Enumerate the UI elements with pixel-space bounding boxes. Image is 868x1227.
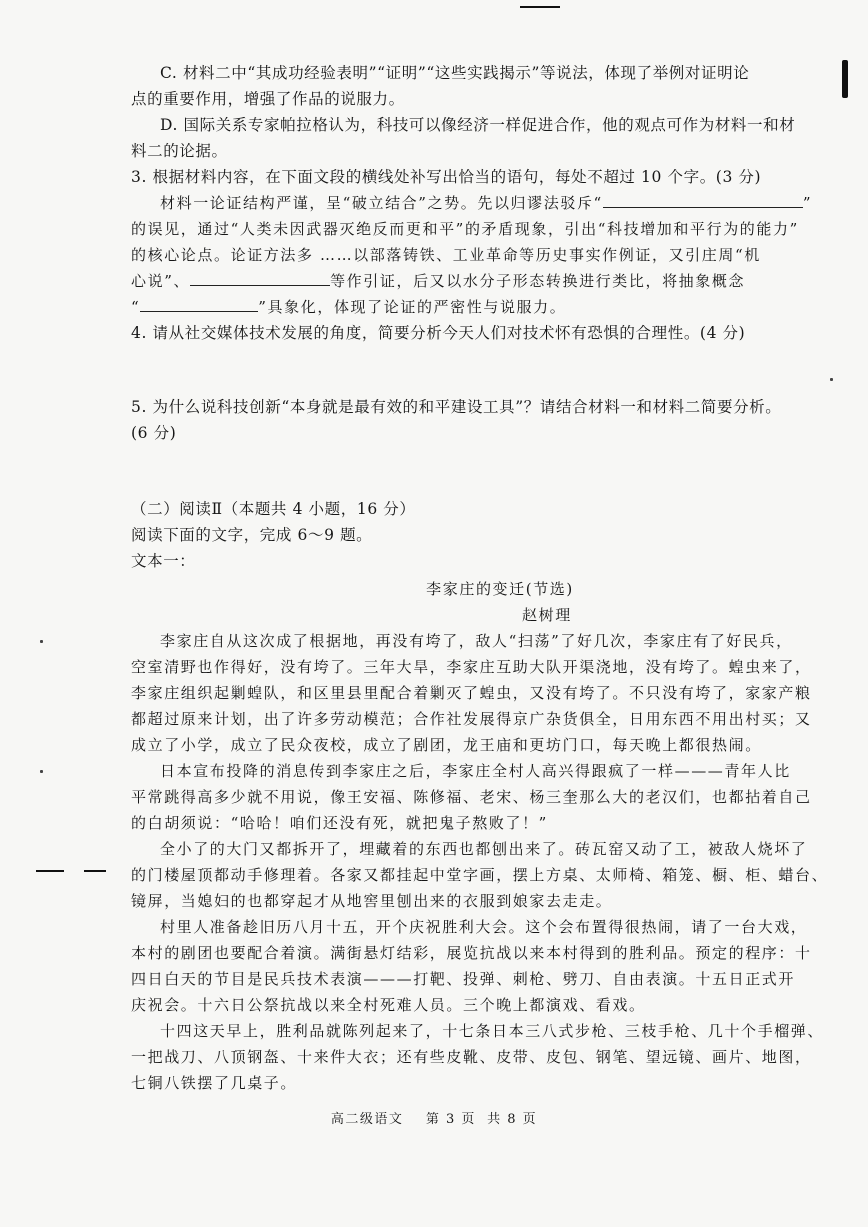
passage-line: 的门楼屋顶都动手修理着。各家又都挂起中堂字画，摆上方桌、太师椅、箱笼、橱、柜、蜡台、 [131,866,829,884]
passage-line: 李家庄组织起剿蝗队，和区里县里配合着剿灭了蝗虫，又没有垮了。不只没有垮了，家家产粮 [131,684,812,702]
passage-line: 日本宣布投降的消息传到李家庄之后，李家庄全村人高兴得跟疯了一样———青年人比 [160,762,791,780]
question-5-line-2: (6 分) [131,424,177,442]
passage-line: 成立了小学，成立了民众夜校，成立了剧团，龙王庙和更坊门口，每天晚上都很热闹。 [131,736,762,754]
question-3-line-2: 的误见，通过“人类未因武器灭绝反而更和平”的矛盾现象，引出“科技增加和平行为的能力” [131,220,799,238]
scan-dot [40,640,43,643]
passage-line: 庆祝会。十六日公祭抗战以来全村死难人员。三个晚上都演戏、看戏。 [131,996,646,1014]
scan-dot [830,378,833,381]
question-3-text: “ [131,298,141,316]
scan-mark-right [842,60,848,98]
answer-blank-3[interactable] [140,297,258,312]
passage-author: 赵树理 [522,606,572,624]
scan-mark-left-2 [84,870,106,872]
passage-line: 镜屏，当媳妇的也都穿起才从地窖里刨出来的衣服到娘家去走走。 [131,892,613,910]
answer-blank-2[interactable] [190,271,330,286]
question-3-line-5 [131,296,566,318]
option-d-line-2: 料二的论据。 [131,142,228,160]
section-instruction: 阅读下面的文字，完成 6～9 题。 [131,526,373,544]
option-d-line-1: D. 国际关系专家帕拉格认为，科技可以像经济一样促进合作，他的观点可作为材料一和材 [160,116,796,134]
scan-mark-top [520,6,560,8]
passage-line: 七铜八铁摆了几桌子。 [131,1074,298,1092]
passage-line: 的白胡须说：“哈哈！咱们还没有死，就把鬼子熬败了！” [131,814,548,832]
question-3-text: 等作引证，后又以水分子形态转换进行类比，将抽象概念 [330,272,746,290]
question-3-text: ” [802,194,813,212]
option-c-line-1: C. 材料二中“其成功经验表明”“证明”“这些实践揭示”等说法，体现了举例对证明论 [160,64,750,82]
answer-blank-1[interactable] [603,193,803,208]
passage-line: 全小了的大门又都拆开了，埋藏着的东西也都刨出来了。砖瓦窑又动了工，被敌人烧坏了 [160,840,808,858]
passage-line: 李家庄自从这次成了根据地，再没有垮了，敌人“扫荡”了好几次，李家庄有了好民兵， [160,632,793,650]
passage-line: 平常跳得高多少就不用说，像王安福、陈修福、老宋、杨三奎那么大的老汉们，也都拈着自己 [131,788,812,806]
question-3-stem: 3. 根据材料内容，在下面文段的横线处补写出恰当的语句，每处不超过 10 个字。(3 分) [131,168,762,186]
question-3-line-1 [160,192,812,214]
scan-dot [40,770,43,773]
passage-title: 李家庄的变迁(节选) [426,580,574,598]
section-header: （二）阅读Ⅱ（本题共 4 小题，16 分） [131,500,416,518]
passage-line: 四日白天的节目是民兵技术表演———打靶、投弹、刺枪、劈刀、自由表演。十五日正式开 [131,970,796,988]
question-3-text: 材料一论证结构严谨，呈“破立结合”之势。先以归谬法驳斥“ [160,194,603,212]
passage-line: 本村的剧团也要配合着演。满街悬灯结彩，展览抗战以来本村得到的胜利品。预定的程序：十 [131,944,812,962]
passage-line: 村里人准备趁旧历八月十五，开个庆祝胜利大会。这个会布置得很热闹，请了一台大戏， [160,918,808,936]
page-footer: 高二级语文 第 3 页 共 8 页 [330,1112,538,1127]
question-3-line-3: 的核心论点。论证方法多 ……以部落铸铁、工业革命等历史事实作例证，又引庄周“机 [131,246,761,264]
passage-line: 十四这天早上，胜利品就陈列起来了，十七条日本三八式步枪、三枝手枪、几十个手榴弹、 [160,1022,825,1040]
scan-mark-left [36,870,64,872]
option-c-line-2: 点的重要作用，增强了作品的说服力。 [131,90,405,108]
passage-line: 一把战刀、八顶钢盔、十来件大衣；还有些皮靴、皮带、皮包、钢笔、望远镜、画片、地图， [131,1048,812,1066]
question-5-line-1: 5. 为什么说科技创新“本身就是最有效的和平建设工具”？请结合材料一和材料二简要分析。 [131,398,782,416]
passage-line: 空室清野也作得好，没有垮了。三年大旱，李家庄互助大队开渠浇地，没有垮了。蝗虫来了， [131,658,812,676]
question-4: 4. 请从社交媒体技术发展的角度，简要分析今天人们对技术怀有恐惧的合理性。(4 分) [131,324,746,342]
passage-line: 都超过原来计划，出了许多劳动模范；合作社发展得京广杂货俱全，日用东西不用出村买；又 [131,710,812,728]
text-label: 文本一： [131,552,196,570]
question-3-text: ”具象化，体现了论证的严密性与说服力。 [258,298,567,316]
question-3-line-4 [131,270,745,292]
question-3-text: 心说”、 [131,272,191,290]
